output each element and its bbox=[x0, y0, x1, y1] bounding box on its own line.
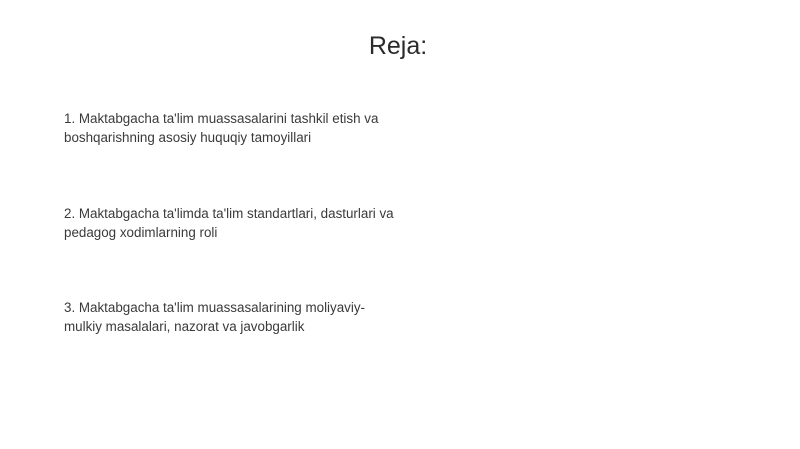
plan-item-2-line-1: 2. Maktabgacha ta'limda ta'lim standartlari, dasturlari va bbox=[64, 206, 394, 221]
slide-title: Reja: bbox=[368, 32, 428, 60]
plan-item-2 bbox=[64, 204, 424, 242]
plan-item-3 bbox=[64, 298, 424, 336]
plan-item-3-line-1: 3. Maktabgacha ta'lim muassasalarining moliyaviy- bbox=[64, 300, 365, 315]
plan-item-2-line-2: pedagog xodimlarning roli bbox=[64, 225, 218, 240]
plan-item-1-line-2: boshqarishning asosiy huquqiy tamoyillari bbox=[64, 130, 312, 145]
plan-item-1-line-1: 1. Maktabgacha ta'lim muassasalarini tashkil etish va bbox=[64, 111, 379, 126]
plan-item-1 bbox=[64, 109, 424, 147]
plan-item-3-line-2: mulkiy masalalari, nazorat va javobgarlik bbox=[64, 319, 305, 334]
